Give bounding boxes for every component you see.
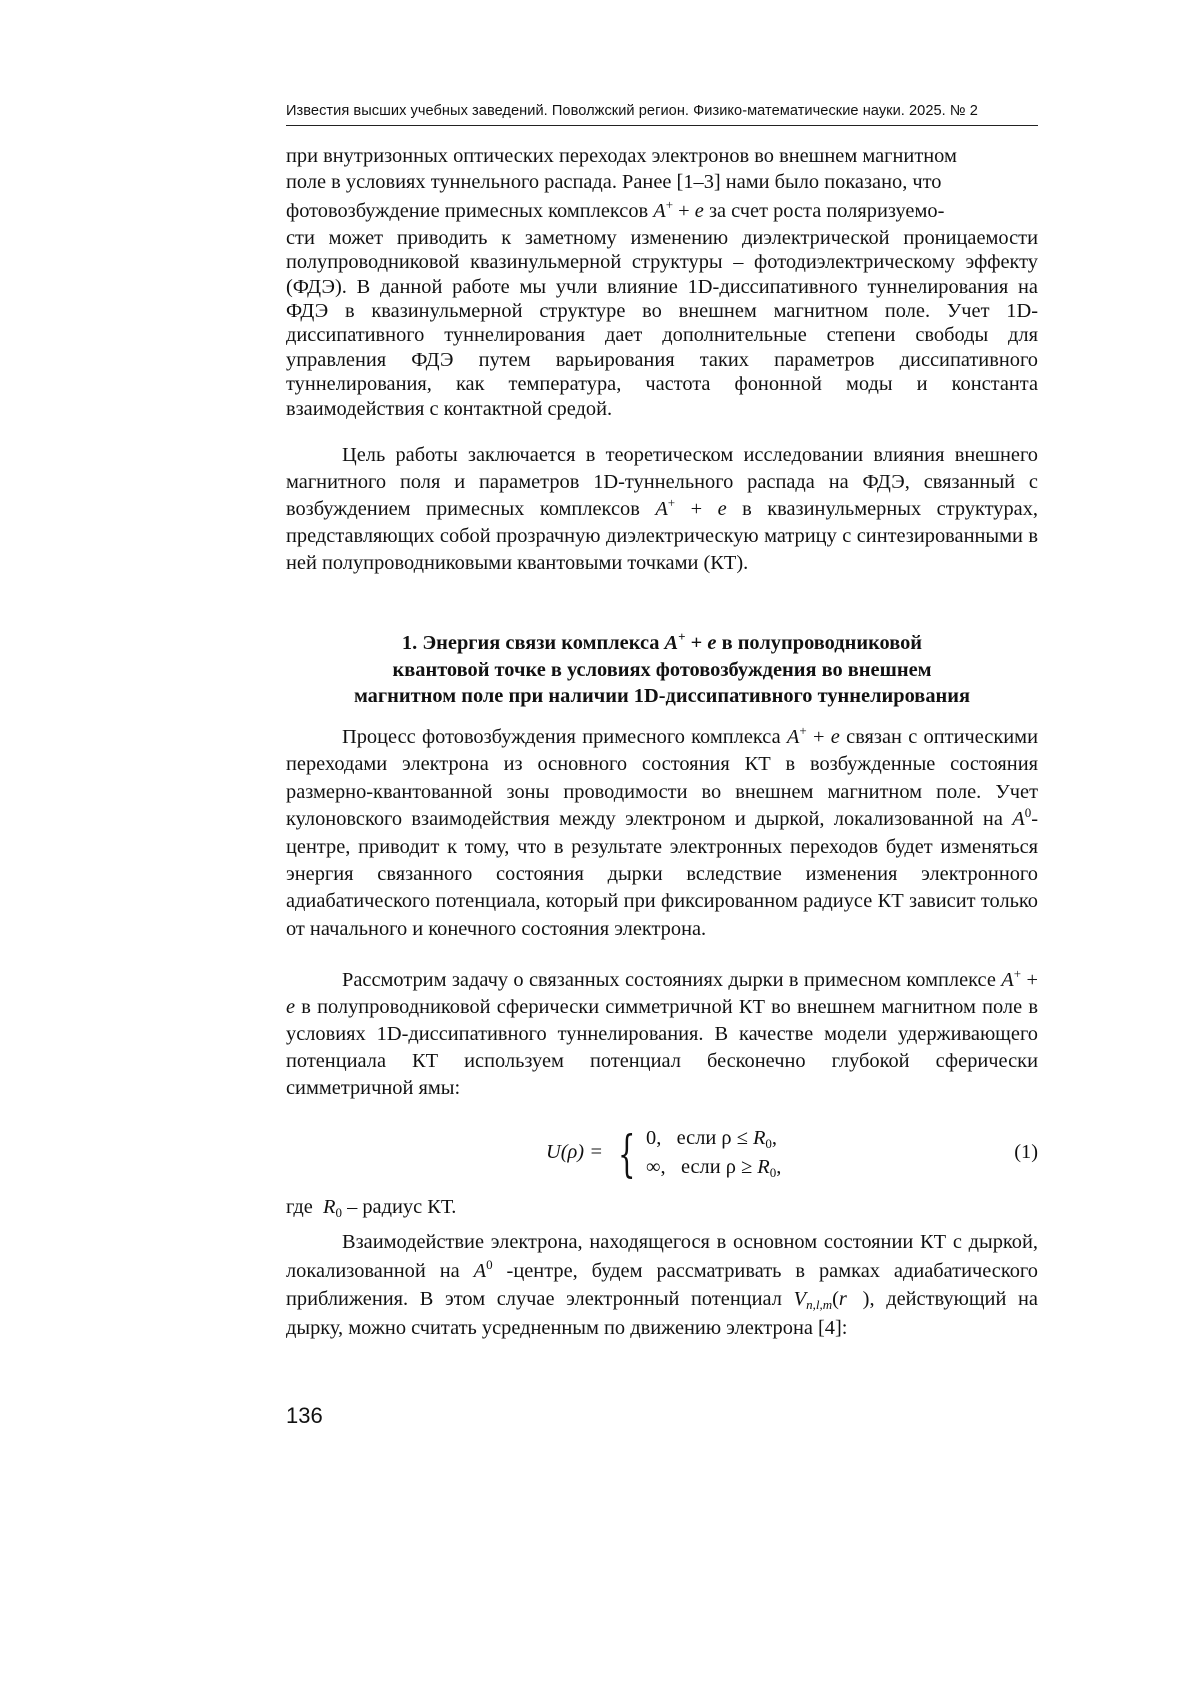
paragraph-interaction-text — [286, 1228, 1038, 1342]
text-fragment: связан с оптическими переходами электрона из основного состояния КТ в возбужденные состояния размерно-квантованной зоны проводимости во внешнем магнитном поле. Учет кулоновского взаимодействия между электроном и дыркой, локализованной на — [286, 726, 1038, 831]
text-fragment: Взаимодействие электрона, находящегося в основном состоянии КТ с дыркой, локализованной на — [286, 1231, 1038, 1282]
formula-complex — [655, 495, 727, 520]
page-number: 136 — [286, 1403, 323, 1428]
paragraph-intro-line-1: при внутризонных оптических переходах электронов во внешнем магнитном — [286, 145, 957, 167]
paragraph-problem — [286, 967, 1038, 1102]
formula-A0 — [1012, 805, 1032, 831]
subscript-zero: 0 — [335, 1205, 342, 1220]
text-fragment: – радиус КТ. — [347, 1196, 457, 1218]
operator-plus: + — [673, 199, 695, 222]
text-fragment: Цель работы заключается в теоретическом исследовании влияния внешнего магнитного поля и параметров 1D-туннельного распада на ФДЭ, связанный с возбуждением примесных комплексов — [286, 444, 1038, 520]
operator-plus: + — [806, 726, 831, 748]
text-fragment: 1. Энергия связи комплекса — [401, 632, 660, 654]
paragraph-goal-text — [286, 442, 1038, 577]
paragraph-intro-line-3 — [286, 196, 1038, 226]
symbol-e: e — [830, 726, 840, 748]
case-1-condition: если ρ ≤ — [676, 1127, 753, 1149]
text-fragment: Процесс фотовозбуждения примесного комплекса — [342, 726, 781, 748]
section-title-line-2: квантовой точке в условиях фотовозбуждения во внешнем — [392, 658, 932, 681]
paragraph-interaction — [286, 1228, 1038, 1342]
superscript-plus: + — [678, 629, 686, 644]
symbol-A: A — [1012, 808, 1025, 831]
comma: , — [776, 1156, 782, 1178]
section-title — [286, 630, 1038, 710]
equation-lhs-text: U(ρ) = — [546, 1141, 603, 1163]
running-header: Известия высших учебных заведений. Поволжский регион. Физико-математические науки. 2025. № 2 — [286, 103, 978, 119]
operator-plus: + — [685, 632, 708, 654]
paragraph-intro — [286, 143, 1038, 421]
symbol-A: A — [1001, 969, 1014, 991]
paragraph-process — [286, 724, 1038, 943]
paragraph-intro-line-2: поле в условиях туннельного распада. Ранее [1–3] нами было показано, что — [286, 171, 942, 194]
operator-plus: + — [1021, 969, 1038, 991]
superscript-plus: + — [799, 723, 807, 738]
case-2-value: ∞, — [646, 1156, 666, 1178]
curly-brace: { — [618, 1125, 636, 1183]
formula-A0 — [473, 1256, 493, 1282]
superscript-plus: + — [665, 196, 674, 212]
equation-case-2 — [646, 1156, 781, 1179]
subscript-zero: 0 — [765, 1136, 772, 1151]
symbol-e: e — [286, 996, 296, 1018]
symbol-A: A — [664, 632, 679, 654]
paragraph-process-text — [286, 724, 1038, 943]
section-title-line-3: магнитном поле при наличии 1D-диссипативного туннелирования — [353, 685, 971, 708]
symbol-R: R — [752, 1127, 766, 1149]
symbol-e: e — [707, 632, 717, 654]
text-fragment: -центре, будем рассматривать в рамках адиабатического приближения. В этом случае электронный потенциал — [286, 1259, 1038, 1311]
text-fragment: в квазинульмерных структурах, представляющих собой прозрачную диэлектрическую матрицу с синтезированными в ней полупроводниковыми квантовыми точками (КТ). — [286, 498, 1038, 574]
formula-complex — [786, 723, 840, 748]
paragraph-problem-text — [286, 967, 1038, 1102]
header-rule — [286, 125, 1038, 126]
text-fragment: в полупроводниковой сферически симметричной КТ во внешнем магнитном поле в условиях 1D-диссипативного туннелирования. В качестве модели удерживающего потенциала КТ используем потенциал бесконечно глубокой сферически симметричной ямы: — [286, 996, 1038, 1099]
superscript-zero: 0 — [486, 1256, 493, 1272]
text-fragment: Рассмотрим задачу о связанных состояниях дырки в примесном комплексе — [342, 969, 996, 991]
equation-1 — [546, 1127, 1046, 1187]
paragraph-where-text — [286, 1194, 1038, 1220]
case-2-condition: если ρ ≥ — [680, 1156, 758, 1178]
symbol-R: R — [322, 1196, 336, 1218]
text-fragment: -центре, приводит к тому, что в результате электронных переходов будет изменяться энергия связанного состояния дырки вследствие изменения электронного адиабатического потенциала, который при фиксированном радиусе КТ зависит только от начального и конечного состояния электрона. — [286, 808, 1038, 940]
symbol-A: A — [653, 199, 666, 222]
text-fragment: в полупроводниковой — [721, 632, 923, 654]
symbol-A: A — [473, 1259, 487, 1282]
superscript-plus: + — [1013, 966, 1022, 981]
paragraph-intro-rest: сти может приводить к заметному изменению диэлектрической проницаемости полупроводниковой квазинульмерной структуры – фотодиэлектрическому эффекту (ФДЭ). В данной работе мы учли влияние 1D-диссипативного туннелирования на ФДЭ в квазинульмерной структуре во внешнем магнитном поле. Учет 1D-диссипативного туннелирования дает дополнительные степени свободы для управления ФДЭ путем варьирования таких параметров диссипативного туннелирования, как температура, частота фононной моды и константа взаимодействия с контактной средой. — [286, 226, 1038, 420]
text-fragment: за счет роста поляризуемо- — [708, 199, 945, 222]
superscript-plus: + — [667, 495, 676, 510]
text-fragment: где — [286, 1196, 313, 1218]
subscript-zero: 0 — [769, 1165, 777, 1180]
comma: , — [771, 1127, 778, 1149]
text-fragment: , действующий на дырку, можно считать усредненным по движению электрона [4]: — [286, 1288, 1038, 1339]
section-title-line-1 — [286, 630, 1038, 657]
symbol-A: A — [786, 726, 800, 748]
formula-complex — [653, 196, 704, 222]
paragraph-where — [286, 1194, 1038, 1220]
text-fragment: фотовозбуждение примесных комплексов — [286, 199, 649, 222]
superscript-zero: 0 — [1024, 805, 1032, 821]
equation-number: (1) — [1014, 1141, 1038, 1163]
symbol-V: V — [793, 1288, 807, 1311]
symbol-e: e — [717, 498, 727, 520]
equation-case-1 — [646, 1127, 777, 1150]
formula-V: Vn,l,m(r⃗) — [793, 1288, 870, 1313]
symbol-A: A — [655, 498, 668, 520]
case-1-value: 0, — [646, 1127, 662, 1149]
paragraph-goal — [286, 442, 1038, 577]
symbol-r-vector: r⃗ — [838, 1288, 863, 1311]
symbol-R: R — [757, 1156, 770, 1178]
subscript-nlm: n,l,m — [806, 1297, 833, 1313]
equation-lhs — [546, 1141, 603, 1164]
operator-plus: + — [675, 498, 718, 520]
symbol-e: e — [694, 199, 704, 222]
